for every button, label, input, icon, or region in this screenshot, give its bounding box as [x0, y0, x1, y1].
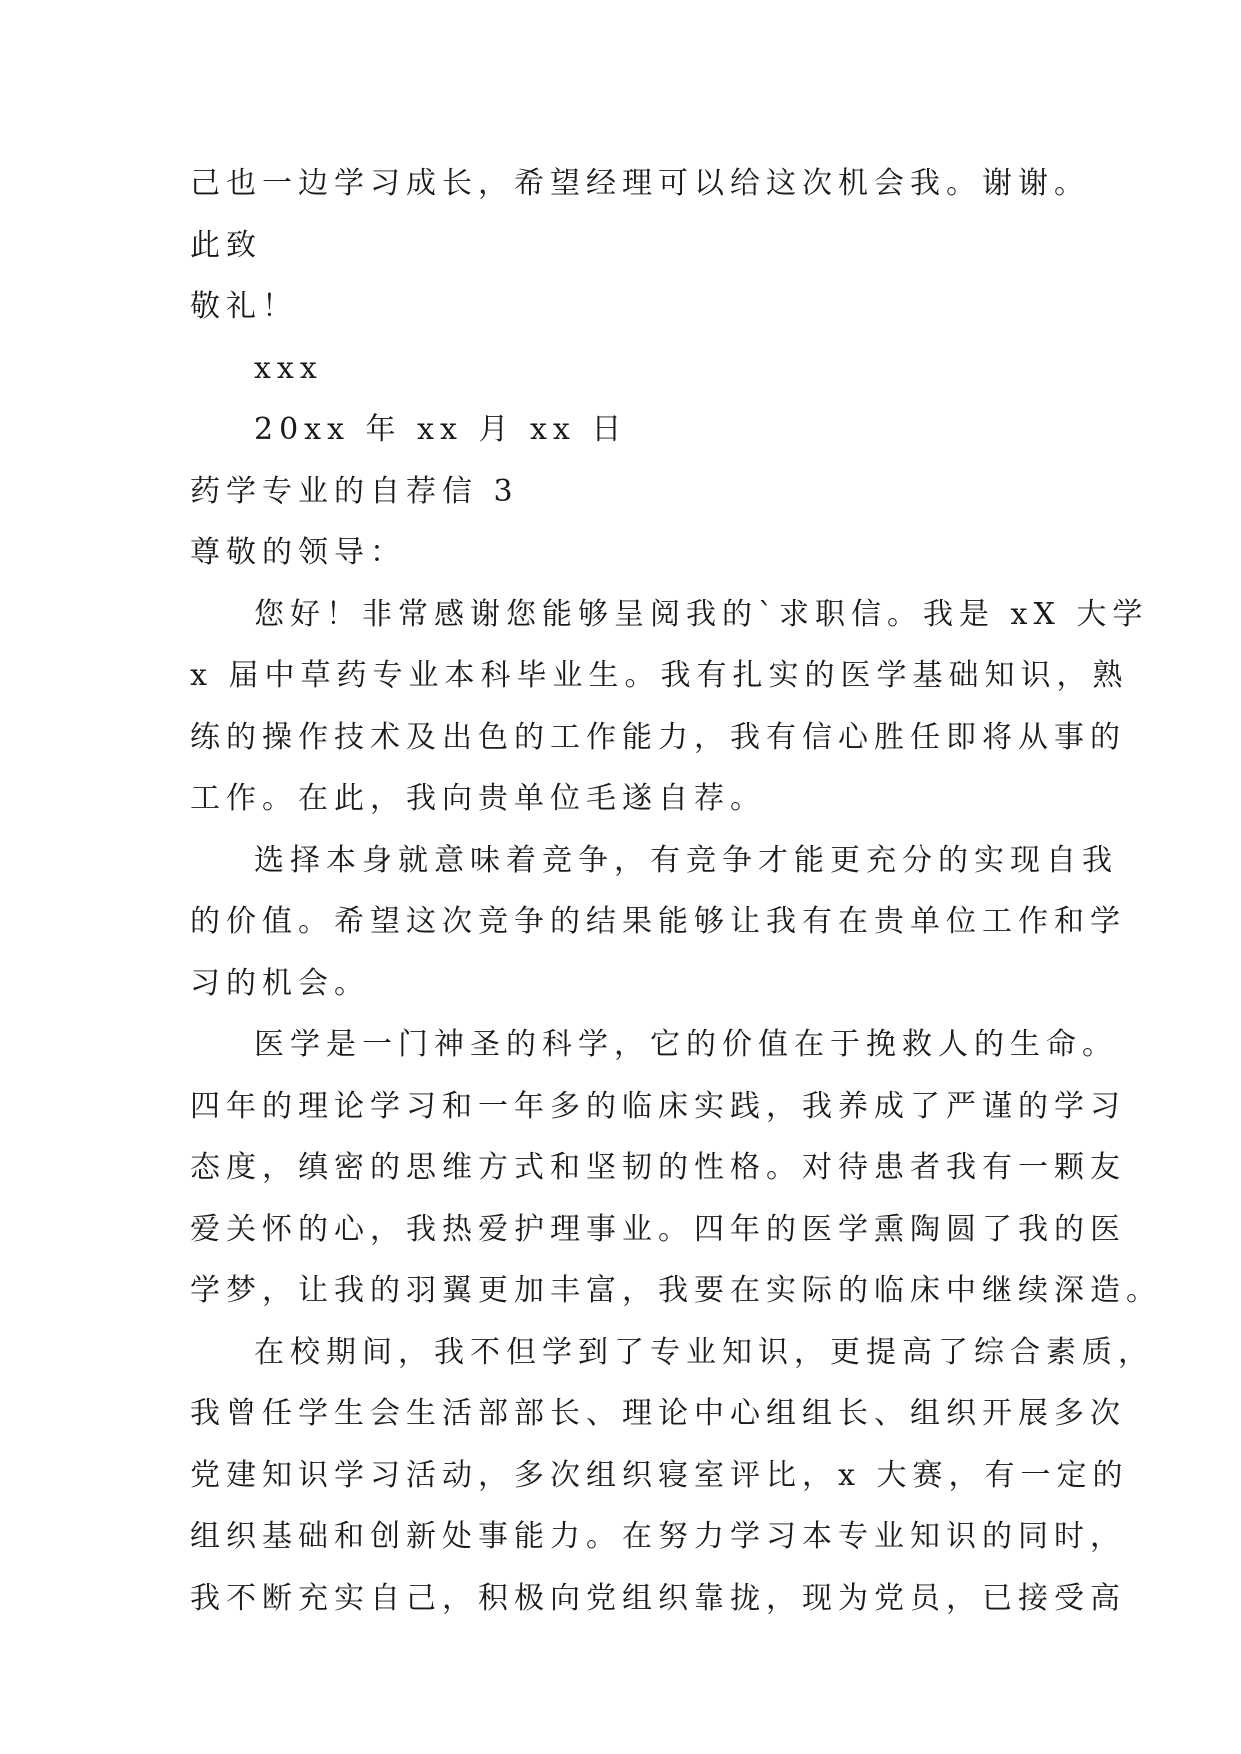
text-line: 我曾任学生会生活部部长、理论中心组组长、组织开展多次	[190, 1396, 1126, 1431]
closing-regards: 敬礼！	[190, 289, 298, 324]
signature-name: xxx	[254, 350, 323, 386]
text-line: 的价值。希望这次竞争的结果能够让我有在贵单位工作和学	[190, 904, 1126, 939]
signature-date: 20xx 年 xx 月 xx 日	[254, 412, 628, 447]
text-line: x 届中草药专业本科毕业生。我有扎实的医学基础知识，熟	[190, 658, 1129, 693]
text-line: 学梦，让我的羽翼更加丰富，我要在实际的临床中继续深造。	[190, 1273, 1162, 1308]
text-line: 四年的理论学习和一年多的临床实践，我养成了严谨的学习	[190, 1088, 1126, 1124]
text-line: 练的操作技术及出色的工作能力，我有信心胜任即将从事的	[190, 719, 1126, 755]
text-line: 爱关怀的心，我热爱护理事业。四年的医学熏陶圆了我的医	[190, 1211, 1126, 1247]
text-line: 党建知识学习活动，多次组织寝室评比，x 大赛，有一定的	[190, 1457, 1129, 1493]
text-line: 工作。在此，我向贵单位毛遂自荐。	[190, 781, 766, 816]
text-line: 选择本身就意味着竞争，有竞争才能更充分的实现自我	[254, 842, 1118, 878]
text-line: 我不断充实自己，积极向党组织靠拢，现为党员，已接受高	[190, 1580, 1126, 1616]
closing-salutation: 此致	[190, 227, 262, 263]
document-body	[190, 160, 1162, 1636]
text-line: 己也一边学习成长，希望经理可以给这次机会我。谢谢。	[190, 166, 1090, 201]
text-line: 您好！非常感谢您能够呈阅我的`求职信。我是 xX 大学	[254, 596, 1149, 632]
text-line: 组织基础和创新处事能力。在努力学习本专业知识的同时，	[190, 1519, 1126, 1554]
section-title: 药学专业的自荐信 3	[190, 473, 519, 509]
text-line: 习的机会。	[190, 965, 370, 1001]
text-line: 在校期间，我不但学到了专业知识，更提高了综合素质，	[254, 1334, 1154, 1370]
greeting: 尊敬的领导：	[190, 535, 406, 570]
text-line: 医学是一门神圣的科学，它的价值在于挽救人的生命。	[254, 1027, 1118, 1062]
text-line: 态度，缜密的思维方式和坚韧的性格。对待患者我有一颗友	[190, 1150, 1126, 1185]
